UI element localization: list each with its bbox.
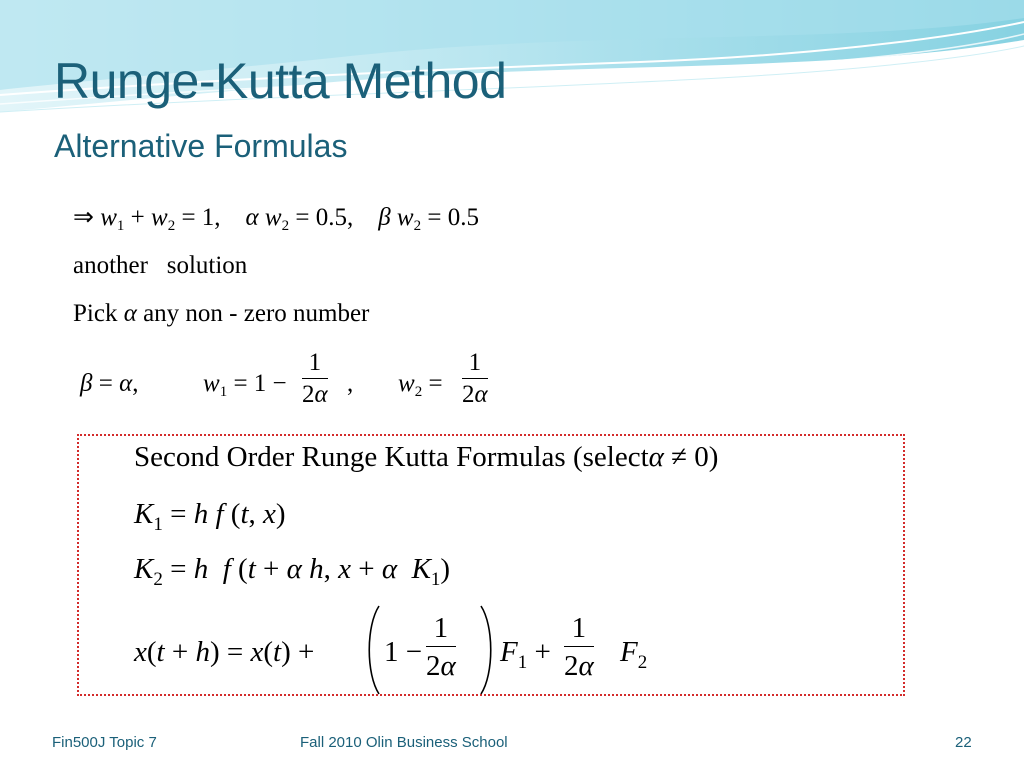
footer-institution: Fall 2010 Olin Business School xyxy=(300,734,508,751)
pick-alpha-text: Pick α any non - zero number xyxy=(73,300,370,327)
w2-fraction: $\frac{1}{2\alpha}$ xyxy=(462,349,488,408)
right-paren-icon xyxy=(478,604,498,696)
inner-fraction: $\frac{1}{2\alpha}$ xyxy=(426,612,456,682)
f2-term: $F_2$ xyxy=(620,636,648,673)
w1-fraction: $\frac{1}{2\alpha}$ xyxy=(302,349,328,408)
one-minus: 1 − xyxy=(384,636,423,668)
w1-comma: , xyxy=(347,370,354,397)
slide-subtitle: Alternative Formulas xyxy=(54,128,348,164)
beta-equals-alpha: β = α, xyxy=(80,370,139,397)
w2-expression: $w_2$ = xyxy=(398,370,443,400)
left-paren-icon xyxy=(362,604,382,696)
w1-expression: $w_1 = 1$ − xyxy=(203,370,287,400)
footer-course: Fin500J Topic 7 xyxy=(52,734,157,751)
box-heading: Second Order Runge Kutta Formulas (selectα ≠ 0) xyxy=(134,441,719,473)
equation-weights: ⇒ $w_1 + w_2 = 1$, α $w_2 = 0.5$, β $w_2 = 0.5$ xyxy=(73,204,479,234)
another-solution-text: another solution xyxy=(73,252,248,279)
f1-term: $F_1$ + xyxy=(500,636,551,673)
k2-formula: $K_2 = h$ f (t + α h, x + α $K_1$) xyxy=(134,553,451,590)
outer-fraction: $\frac{1}{2\alpha}$ xyxy=(564,612,594,682)
x-update-lhs: x(t + h) = x(t) + xyxy=(134,636,315,668)
slide-title: Runge-Kutta Method xyxy=(54,53,507,109)
k1-formula: $K_1 = h$ f (t, x) xyxy=(134,498,286,535)
footer-page-number: 22 xyxy=(955,734,972,751)
